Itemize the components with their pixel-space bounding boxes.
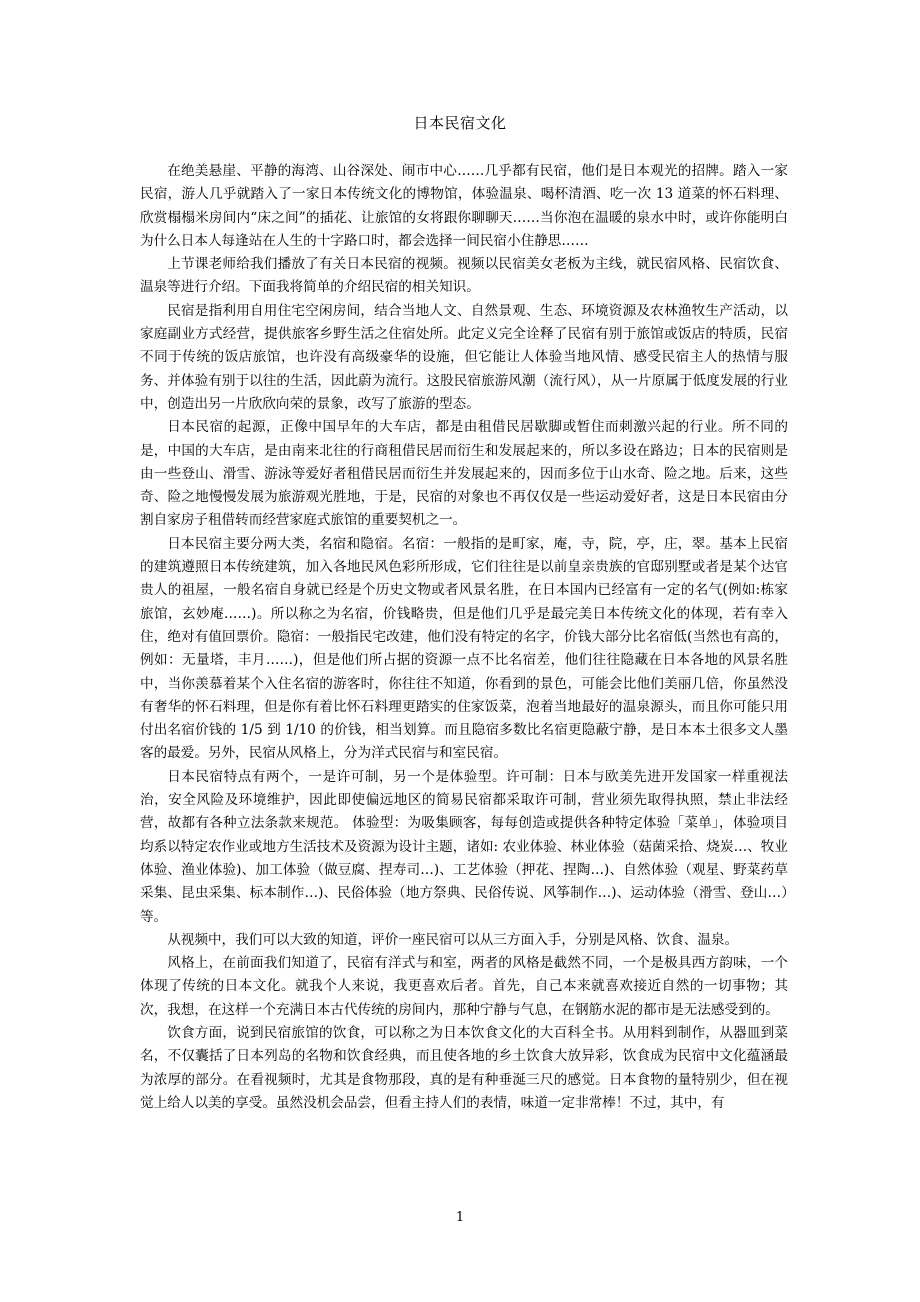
paragraph-categories: 日本民宿主要分两大类，名宿和隐宿。名宿：一般指的是町家，庵，寺，院，亭，庄，翠。基本上民宿的建筑遵照日本传统建筑，加入各地民风色彩所形成，它们往往是以前皇亲贵族的官邸别墅或者是某个达官贵人的祖屋，一般名宿自身就已经是个历史文物或者风景名胜，在日本国内已经富有一定的名气(例如:栋家旅馆，玄妙庵……)。所以称之为名宿，价钱略贵，但是他们几乎是最完美日本传统文化的体现，若有幸入住，绝对有值回票价。隐宿：一般指民宅改建，他们没有特定的名字，价钱大部分比名宿低(当然也有高的，例如：无量塔，丰月……)，但是他们所占据的资源一点不比名宿差，他们往往隐藏在日本各地的风景名胜中，当你羡慕着某个入住名宿的游客时，你往往不知道，你看到的景色，可能会比他们美丽几倍，你虽然没有奢华的怀石料理，但是你有着比怀石料理更踏实的住家饭菜，泡着当地最好的温泉源头，而且你可能只用付出名宿价钱的 1/5 到 1/10 的价钱，相当划算。而且隐宿多数比名宿更隐蔽宁静，是日本本土很多文人墨客的最爱。另外，民宿从风格上，分为洋式民宿与和室民宿。 xyxy=(140,535,788,762)
document-body xyxy=(140,160,788,1115)
page-number: 1 xyxy=(455,1210,465,1225)
paragraph-intro: 在绝美悬崖、平静的海湾、山谷深处、闹市中心……几乎都有民宿，他们是日本观光的招牌。踏入一家民宿，游人几乎就踏入了一家日本传统文化的博物馆，体验温泉、喝杯清酒、吃一次 13 道菜的怀石料理、欣赏榻榻米房间内“床之间”的插花、让旅馆的女将跟你聊聊天……当你泡在温暖的泉水中时，或许你能明白为什么日本人每逢站在人生的十字路口时，都会选择一间民宿小住静思…… xyxy=(140,163,788,249)
document-title: 日本民宿文化 xyxy=(413,114,507,132)
paragraph-style: 风格上，在前面我们知道了，民宿有洋式与和室，两者的风格是截然不同，一个是极具西方韵味，一个体现了传统的日本文化。就我个人来说，我更喜欢后者。首先，自己本来就喜欢接近自然的一切事物；其次，我想，在这样一个充满日本古代传统的房间内，那种宁静与气息，在钢筋水泥的都市是无法感受到的。 xyxy=(140,955,788,1018)
paragraph-video-summary: 上节课老师给我们播放了有关日本民宿的视频。视频以民宿美女老板为主线，就民宿风格、民宿饮食、温泉等进行介绍。下面我将简单的介绍民宿的相关知识。 xyxy=(140,256,788,296)
paragraph-evaluation: 从视频中，我们可以大致的知道，评价一座民宿可以从三方面入手，分别是风格、饮食、温泉。 xyxy=(167,931,739,948)
paragraph-origin: 日本民宿的起源，正像中国早年的大车店，都是由租借民居歇脚或暂住而刺激兴起的行业。所不同的是，中国的大车店，是由南来北往的行商租借民居而衍生和发展起来的，所以多设在路边；日本的民宿则是由一些登山、滑雪、游泳等爱好者租借民居而衍生并发展起来的，因而多位于山水奇、险之地。后来，这些奇、险之地慢慢发展为旅游观光胜地，于是，民宿的对象也不再仅仅是一些运动爱好者，这是日本民宿由分割自家房子租借转而经营家庭式旅馆的重要契机之一。 xyxy=(140,419,788,529)
paragraph-food: 饮食方面，说到民宿旅馆的饮食，可以称之为日本饮食文化的大百科全书。从用料到制作，从器皿到菜名，不仅囊括了日本列岛的名物和饮食经典，而且使各地的乡土饮食大放异彩，饮食成为民宿中文化蕴涵最为浓厚的部分。在看视频时，尤其是食物那段，真的是有种垂涎三尺的感觉。日本食物的量特别少，但在视觉上给人以美的享受。虽然没机会品尝，但看主持人们的表情，味道一定非常棒！不过，其中，有 xyxy=(140,1024,788,1111)
paragraph-features: 日本民宿特点有两个，一是许可制，另一个是体验型。许可制：日本与欧美先进开发国家一样重视法治，安全风险及环境维护，因此即使偏远地区的简易民宿都采取许可制，营业须先取得执照，禁止非法经营，故都有各种立法条款来规范。 体验型：为吸集顾客，每每创造或提供各种特定体验「菜单」，体验项目均系以特定农作业或地方生活技术及资源为设计主题，诸如: 农业体验、林业体验（菇菌采拾、烧炭…、牧业体验、渔业体验)、加工体验（做豆腐、捏寿司…)、工艺体验（押花、捏陶…)、自然体验（观星、野菜药草采集、昆虫采集、标本制作…)、民俗体验（地方祭典、民俗传说、风筝制作…)、运动体验（滑雪、登山…）等。 xyxy=(140,768,788,925)
paragraph-definition: 民宿是指利用自用住宅空闲房间，结合当地人文、自然景观、生态、环境资源及农林渔牧生产活动，以家庭副业方式经营，提供旅客乡野生活之住宿处所。此定义完全诠释了民宿有别于旅馆或饭店的特质，民宿不同于传统的饭店旅馆，也许没有高级豪华的设施，但它能让人体验当地风情、感受民宿主人的热情与服务、并体验有别于以往的生活，因此蔚为流行。这股民宿旅游风潮（流行风），从一片原属于低度发展的行业中，创造出另一片欣欣向荣的景象，改写了旅游的型态。 xyxy=(140,302,788,412)
